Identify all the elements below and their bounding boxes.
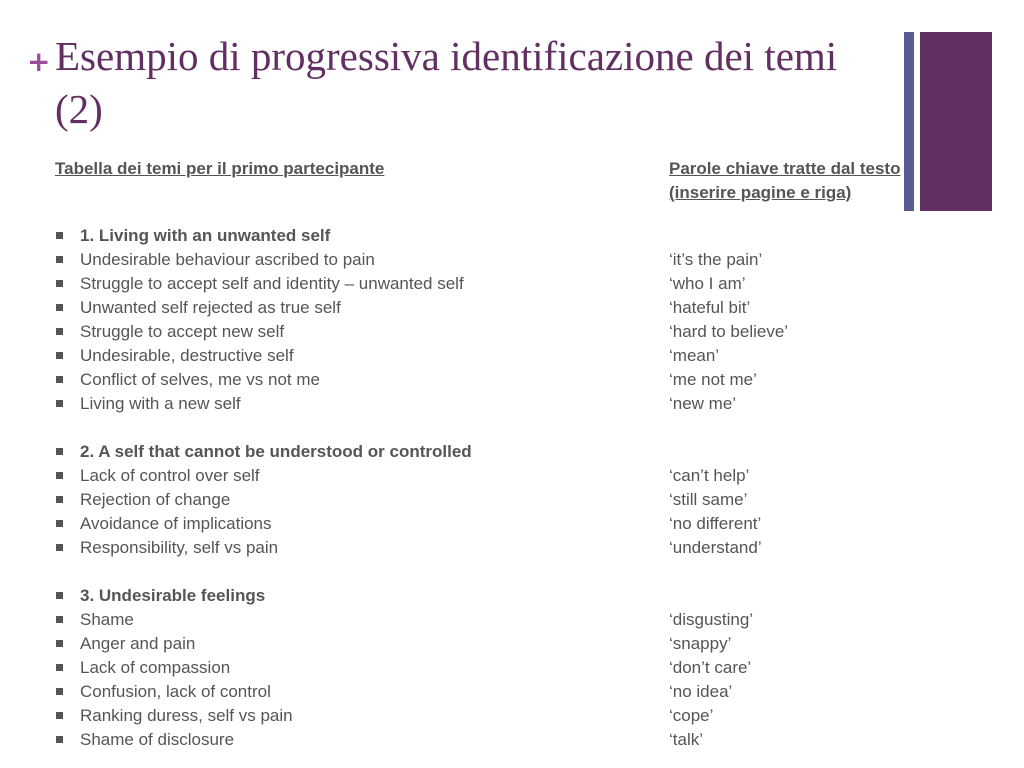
keyword-quote: ‘talk’: [669, 730, 704, 749]
theme-row: [55, 344, 955, 368]
theme-label: Shame: [80, 610, 134, 629]
themes-list: [55, 224, 955, 752]
bullet-icon: [56, 448, 63, 455]
theme-row: [55, 536, 955, 560]
themes-column-header: Tabella dei temi per il primo partecipante: [55, 159, 385, 178]
theme-row: [55, 464, 955, 488]
theme-label: Living with a new self: [80, 394, 241, 413]
section-heading: [55, 584, 955, 608]
theme-label: Anger and pain: [80, 634, 196, 653]
section-heading-label: 1. Living with an unwanted self: [80, 226, 331, 245]
bullet-icon: [56, 304, 63, 311]
bullet-icon: [56, 736, 63, 743]
bullet-icon: [56, 544, 63, 551]
theme-row: [55, 320, 955, 344]
bullet-icon: [56, 472, 63, 479]
keyword-quote: ‘it’s the pain’: [669, 250, 763, 269]
keyword-quote: ‘me not me’: [669, 370, 757, 389]
keyword-quote: ‘snappy’: [669, 634, 732, 653]
section-heading-label: 3. Undesirable feelings: [80, 586, 266, 605]
bullet-icon: [56, 496, 63, 503]
keyword-quote: ‘no different’: [669, 514, 762, 533]
theme-label: Ranking duress, self vs pain: [80, 706, 293, 725]
keyword-quote: ‘understand’: [669, 538, 762, 557]
theme-row: [55, 608, 955, 632]
theme-row: [55, 392, 955, 416]
theme-label: Responsibility, self vs pain: [80, 538, 279, 557]
keyword-quote: ‘cope’: [669, 706, 714, 725]
theme-row: [55, 488, 955, 512]
section-spacer: [55, 416, 955, 440]
bullet-icon: [56, 256, 63, 263]
bullet-icon: [56, 640, 63, 647]
section-heading-label: 2. A self that cannot be understood or controlled: [80, 442, 472, 461]
theme-row: [55, 512, 955, 536]
theme-row: [55, 680, 955, 704]
keyword-quote: ‘still same’: [669, 490, 748, 509]
theme-row: [55, 272, 955, 296]
slide-title: Esempio di progressiva identificazione dei temi (2): [55, 33, 838, 132]
keyword-quote: ‘can’t help’: [669, 466, 750, 485]
theme-label: Lack of control over self: [80, 466, 260, 485]
theme-label: Conflict of selves, me vs not me: [80, 370, 320, 389]
theme-label: Rejection of change: [80, 490, 231, 509]
section-heading: [55, 224, 955, 248]
bullet-icon: [56, 352, 63, 359]
bullet-icon: [56, 712, 63, 719]
keyword-quote: ‘no idea’: [669, 682, 733, 701]
theme-label: Undesirable behaviour ascribed to pain: [80, 250, 375, 269]
section-spacer: [55, 560, 955, 584]
theme-label: Unwanted self rejected as true self: [80, 298, 341, 317]
keyword-quote: ‘hateful bit’: [669, 298, 751, 317]
bullet-icon: [56, 520, 63, 527]
bullet-icon: [56, 328, 63, 335]
theme-row: [55, 296, 955, 320]
bullet-icon: [56, 664, 63, 671]
keyword-quote: ‘disgusting’: [669, 610, 754, 629]
theme-row: [55, 728, 955, 752]
theme-label: Confusion, lack of control: [80, 682, 271, 701]
theme-label: Avoidance of implications: [80, 514, 272, 533]
keyword-quote: ‘hard to believe’: [669, 322, 789, 341]
bullet-icon: [56, 232, 63, 239]
keyword-quote: ‘mean’: [669, 346, 720, 365]
theme-row: [55, 248, 955, 272]
theme-row: [55, 704, 955, 728]
keyword-quote: ‘who I am’: [669, 274, 746, 293]
theme-row: [55, 656, 955, 680]
keyword-quote: ‘new me’: [669, 394, 737, 413]
theme-row: [55, 632, 955, 656]
plus-icon: +: [27, 45, 51, 78]
theme-label: Undesirable, destructive self: [80, 346, 294, 365]
theme-label: Struggle to accept self and identity – unwanted self: [80, 274, 464, 293]
bullet-icon: [56, 280, 63, 287]
theme-label: Shame of disclosure: [80, 730, 235, 749]
bullet-icon: [56, 688, 63, 695]
keyword-quote: ‘don’t care’: [669, 658, 752, 677]
bullet-icon: [56, 616, 63, 623]
section-heading: [55, 440, 955, 464]
theme-label: Struggle to accept new self: [80, 322, 285, 341]
bullet-icon: [56, 376, 63, 383]
keywords-column-header: Parole chiave tratte dal testo (inserire pagine e riga): [669, 159, 901, 202]
theme-row: [55, 368, 955, 392]
bullet-icon: [56, 400, 63, 407]
theme-label: Lack of compassion: [80, 658, 231, 677]
bullet-icon: [56, 592, 63, 599]
